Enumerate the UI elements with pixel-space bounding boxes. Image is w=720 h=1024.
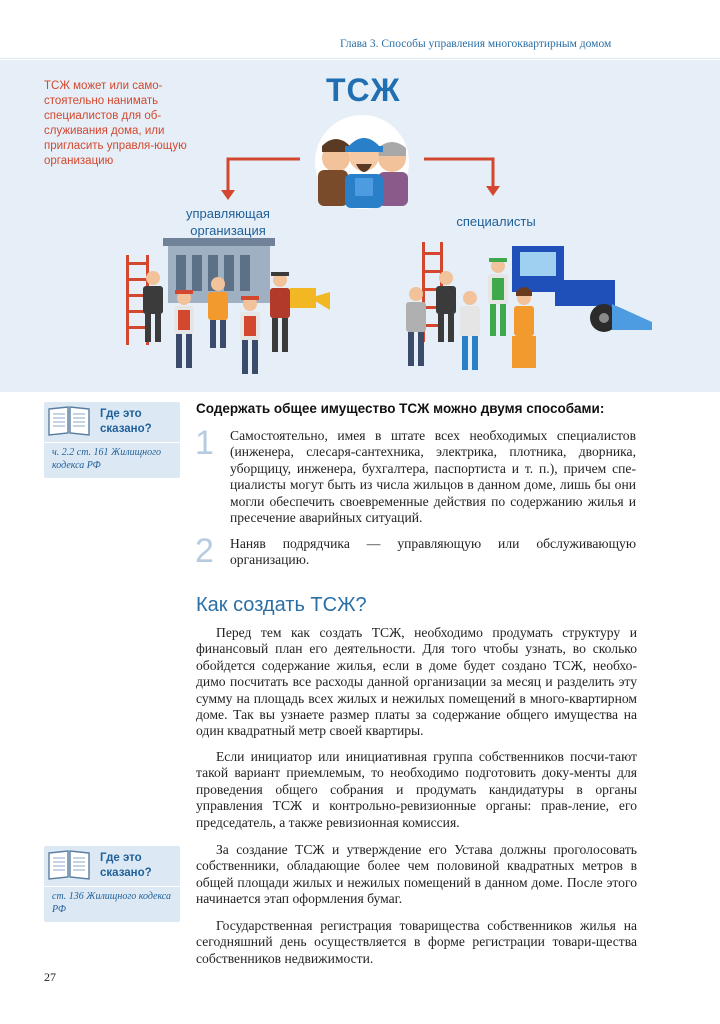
body-paragraph: Перед тем как создать ТСЖ, необходимо продумать структуру и финансовый план его деятельности. Для того чтобы узнать, во сколько обойдется содержание жилья, если в доме будет создано ТСЖ, необхо-димо посчитать все расходы данной организации за месяц и разделить эту сумму на площадь всех жилых и нежилых помещений в много-квартирном доме. Так вы узнаете размер платы за содержание общего имущества на один квадратный метр своей квартиры. xyxy=(196,625,637,739)
chapter-header: Глава 3. Способы управления многоквартирным домом xyxy=(340,38,612,50)
specialists-label: специалисты xyxy=(456,214,536,229)
tsj-members-avatar xyxy=(315,115,409,209)
where-said-box xyxy=(44,402,180,478)
header-divider xyxy=(0,58,720,59)
tsj-title: ТСЖ xyxy=(326,72,401,108)
where-said-box xyxy=(44,846,180,922)
page-number: 27 xyxy=(44,970,56,984)
specialists-illustration xyxy=(406,242,652,370)
maintenance-heading: Содержать общее имущество ТСЖ можно двумя способами: xyxy=(196,401,605,416)
infographic-side-note: ТСЖ может или само-стоятельно нанимать специалистов для об-служивания дома, или пригласить управля-ющую организацию xyxy=(44,80,187,167)
management-company-illustration xyxy=(126,238,330,374)
left-arrow-head xyxy=(221,190,235,200)
item-number: 2 xyxy=(195,532,214,570)
open-book-icon xyxy=(46,847,92,881)
law-reference: ч. 2.2 ст. 161 Жилищного кодекса РФ xyxy=(44,442,180,478)
where-said-question: Где это сказано? xyxy=(100,408,152,435)
body-paragraph: Государственная регистрация товарищества собственников жилья на сегодняшний день осуществляется в форме регистрации товари-щества собственников недвижимости. xyxy=(196,918,637,966)
law-reference: ст. 136 Жилищного кодекса РФ xyxy=(44,886,180,922)
left-arrow xyxy=(228,159,300,192)
right-arrow-head xyxy=(486,186,500,196)
body-paragraph: Если инициатор или инициативная группа собственников посчи-тают такой вариант приемлемым, то необходимо подготовить доку-менты для проведения общего собрания и продумать кандидатуры в органы управления ТСЖ и контрольно-ревизионные органы: прав-ление, его председатель, а также ревизионная комиссия. xyxy=(196,749,637,830)
open-book-icon xyxy=(46,403,92,437)
body-paragraph: За создание ТСЖ и утверждение его Устава должны проголосовать собственники, обладающие более чем половиной квадратных метров в общей площади жилых и нежилых помещений в данном доме. После этого начинается этап оформления бумаг. xyxy=(196,842,637,907)
management-company-label: управляющая организация xyxy=(186,206,270,238)
section-title: Как создать ТСЖ? xyxy=(196,594,367,616)
item-number: 1 xyxy=(195,424,214,462)
maintenance-item-text: Наняв подрядчика — управляющую или обслуживающую организацию. xyxy=(230,536,636,568)
maintenance-item-text: Самостоятельно, имея в штате всех необходимых специалистов (инженера, слесаря-сантехника, электрика, плотника, дворника, уборщицу, инженера, бухгалтера, паспортиста и т. п.), причем спе-циалисты могут быть из числа жильцов в данном доме, лишь бы они могли обеспечить своевременные действия по содержанию жилья и пресечение аварийных ситуаций. xyxy=(230,428,636,526)
where-said-question: Где это сказано? xyxy=(100,852,152,879)
right-arrow xyxy=(424,159,493,188)
